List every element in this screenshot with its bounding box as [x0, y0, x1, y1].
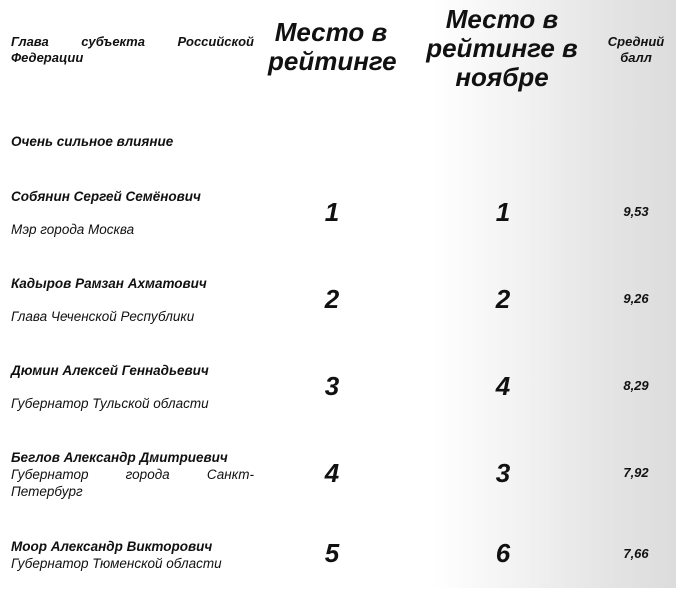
rank-value: 3: [324, 371, 340, 401]
score-value: 7,92: [623, 465, 649, 480]
table-row: [0, 188, 676, 258]
rank-value: 1: [324, 197, 340, 227]
november-rank-value: 3: [495, 458, 511, 488]
governor-title: Губернатор Тульской области: [11, 396, 209, 411]
governor-title: Глава Чеченской Республики: [11, 309, 195, 324]
header-average-score: Средний балл: [607, 34, 665, 65]
score-value: 7,66: [623, 546, 649, 561]
november-rank-value: 2: [495, 284, 511, 314]
governor-name: Моор Александр Викторович: [11, 539, 213, 554]
governor-title: Губернатор Тюменской области: [11, 556, 222, 571]
governor-title: Мэр города Москва: [11, 222, 135, 237]
score-value: 9,53: [623, 204, 649, 219]
header-november-rank: Место в рейтинге в ноябре: [426, 4, 578, 92]
governor-name: Кадыров Рамзан Ахматович: [11, 276, 207, 291]
rank-value: 5: [324, 538, 340, 568]
rank-value: 4: [324, 458, 340, 488]
governor-name: Беглов Александр Дмитриевич: [11, 450, 228, 465]
header-rank: Место в рейтинге: [268, 17, 397, 76]
governor-title: Губернатор города Санкт-Петербург: [11, 467, 254, 499]
section-title: Очень сильное влияние: [11, 134, 174, 149]
table-row: [0, 538, 676, 608]
november-rank-value: 6: [495, 538, 511, 568]
header-governor: Глава субъекта Российской Федерации: [11, 34, 254, 65]
rank-value: 2: [324, 284, 340, 314]
november-rank-value: 1: [495, 197, 511, 227]
governor-name: Собянин Сергей Семёнович: [11, 189, 201, 204]
governor-name: Дюмин Алексей Геннадьевич: [11, 363, 209, 378]
table-row: [0, 362, 676, 432]
score-value: 8,29: [623, 378, 649, 393]
table-row: [0, 449, 676, 519]
score-value: 9,26: [623, 291, 649, 306]
november-rank-value: 4: [495, 371, 511, 401]
table-row: [0, 275, 676, 345]
